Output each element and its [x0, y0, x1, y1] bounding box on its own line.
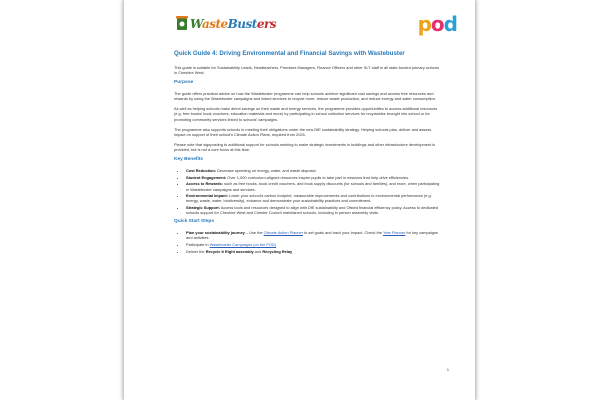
list-item: • Participate in Wastebuster Campaigns (on the POD)	[186, 242, 441, 247]
purpose-heading: Purpose	[174, 80, 194, 86]
list-item: • Deliver the Recycle It Right assembly and Recycling Relay	[186, 249, 441, 254]
list-item: • Environmental Impact: Lower your school's carbon footprint, measurable improvements and contributions to environmental performance (e.g. energy, waste, water, biodiversity), enhance and demonstrate your sustainability practices and commitment.	[186, 193, 441, 203]
list-item: • Cost Reduction: Decrease spending on energy, water, and waste disposal.	[186, 168, 441, 173]
list-item: • Student Engagement: Over 1,000 curriculum-aligned resources inspire pupils to take part in missions that help drive efficiencies.	[186, 175, 441, 180]
benefits-list	[174, 168, 441, 215]
document-body	[174, 50, 441, 258]
purpose-paragraph-1: The guide offers practical advice on how the Wastebuster programme can help schools achieve significant cost savings and access free resources and rewards by using the Wastebuster campaigns and linked services to recycle more, reduce waste production, and reduce energy and water consumption.	[174, 91, 436, 102]
recycle-bin-icon	[174, 14, 190, 32]
quick-start-list	[174, 230, 441, 254]
quick-start-heading: Quick Start Steps	[174, 219, 214, 225]
wastebuster-logo: WasteBusters	[174, 14, 284, 34]
year-planner-link[interactable]: Year Planner	[382, 230, 406, 236]
document-page	[124, 0, 475, 400]
pod-logo: pod	[417, 12, 457, 36]
intro-paragraph: This guide is suitable for Sustainability Leads, Headteachers, Premises Managers, Finance Officers and other SLT staff in all state-funded primary schools in Cheshire West.	[174, 65, 440, 76]
wastebuster-campaigns-link[interactable]: Wastebuster Campaigns (on the POD)	[209, 241, 277, 247]
header-logos	[174, 12, 457, 38]
purpose-paragraph-2: As well as helping schools make direct savings on their waste and energy services, the programme provides opportunities to access additional resources (e.g. free books/ book vouchers, education materials and more) by participating in school collection services for recyclables brought into school or for promoting community services linked to schools' campaigns.	[174, 106, 438, 122]
list-item: • Strategic Support: Access tools and resources designed to align with DfE sustainability and Ofsted financial efficiency policy. Access to dedicated schools support for Cheshire West and Chester Council maintained schools, including in person assembly visits.	[186, 205, 441, 215]
page-title: Quick Guide 4: Driving Environmental and Financial Savings with Wastebuster	[174, 50, 405, 57]
list-item: • Access to Rewards: such as free books, book credit vouchers, and book supply discounts (for schools and families), and more, when participating in Wastebuster campaigns and services.	[186, 181, 441, 191]
benefits-heading: Key Benefits	[174, 157, 204, 163]
purpose-paragraph-3: The programme also supports schools in meeting their obligations under the new DfE sustainability strategy. Helping schools plan, deliver and assess impact on support of their school's Climate Action Plans, required from 2025.	[174, 126, 432, 137]
climate-action-planner-link[interactable]: Climate Action Planner	[263, 230, 303, 236]
purpose-paragraph-4: Please note that signposting to additional support for schools seeking to make strategic investments in buildings and other infrastructure development is provided, but is not a core focus at this time.	[174, 141, 436, 152]
list-item: • Plan your sustainability journey – Use the Climate Action Planner to set goals and track your impact. Check the Year Planner for key campaigns and activities.	[186, 230, 441, 240]
page-number: 1	[446, 368, 449, 372]
